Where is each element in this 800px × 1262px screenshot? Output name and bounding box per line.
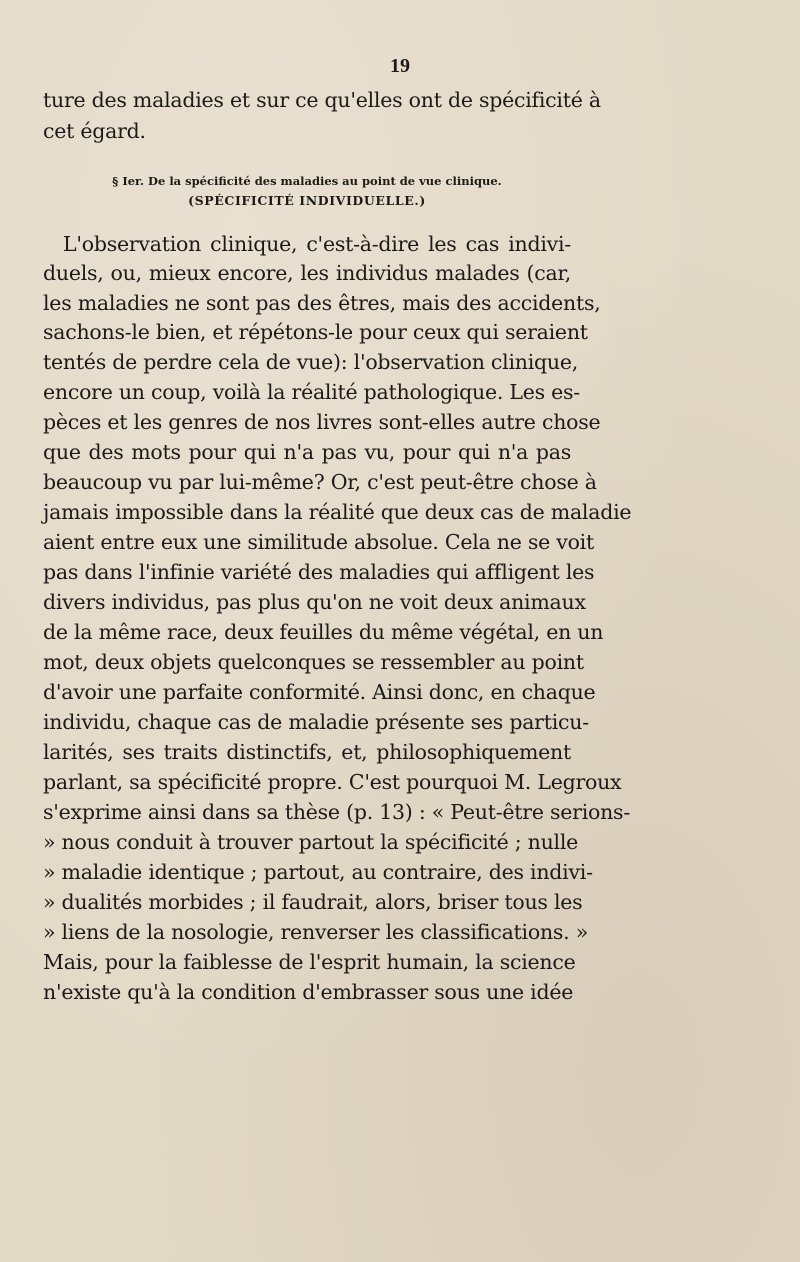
- paragraph-line: n'existe qu'à la condition d'embrasser sous une idée: [43, 980, 574, 1004]
- paragraph-line: tentés de perdre cela de vue): l'observation clinique,: [43, 350, 578, 374]
- paragraph-line: parlant, sa spécificité propre. C'est pourquoi M. Legroux: [43, 770, 622, 794]
- paragraph-line: jamais impossible dans la réalité que deux cas de maladie: [43, 500, 632, 524]
- paragraph-line: aient entre eux une similitude absolue. Cela ne se voit: [43, 530, 594, 554]
- paragraph-line: L'observation clinique, c'est-à-dire les cas indivi-: [63, 232, 571, 256]
- paragraph-line: » liens de la nosologie, renverser les classifications. »: [43, 920, 588, 944]
- paragraph-line: pèces et les genres de nos livres sont-elles autre chose: [43, 410, 601, 434]
- paragraph-line: divers individus, pas plus qu'on ne voit deux animaux: [43, 590, 586, 614]
- paragraph-line: individu, chaque cas de maladie présente ses particu-: [43, 710, 589, 734]
- paragraph-line: » dualités morbides ; il faudrait, alors, briser tous les: [43, 890, 583, 914]
- paragraph-line: larités, ses traits distinctifs, et, philosophiquement: [43, 740, 571, 764]
- paragraph-line: » maladie identique ; partout, au contraire, des indivi-: [43, 860, 593, 884]
- paragraph-line: mot, deux objets quelconques se ressembler au point: [43, 650, 584, 674]
- paragraph-line: beaucoup vu par lui-même? Or, c'est peut-être chose à: [43, 470, 597, 494]
- paragraph-line: duels, ou, mieux encore, les individus malades (car,: [43, 261, 571, 285]
- section-heading: § Ier. De la spécificité des maladies au point de vue clinique.: [112, 174, 502, 188]
- paragraph-line: s'exprime ainsi dans sa thèse (p. 13) : « Peut-être serions-: [43, 800, 630, 824]
- paragraph-line: pas dans l'infinie variété des maladies qui affligent les: [43, 560, 595, 584]
- paragraph-line: sachons-le bien, et répétons-le pour ceux qui seraient: [43, 320, 588, 344]
- page-number: 19: [390, 55, 410, 77]
- paragraph-line: les maladies ne sont pas des êtres, mais des accidents,: [43, 291, 601, 315]
- paragraph-line: de la même race, deux feuilles du même végétal, en un: [43, 620, 604, 644]
- text-line: ture des maladies et sur ce qu'elles ont de spécificité à: [43, 88, 601, 112]
- paragraph-line: que des mots pour qui n'a pas vu, pour qui n'a pas: [43, 440, 571, 464]
- section-subheading: (SPÉCIFICITÉ INDIVIDUELLE.): [188, 193, 426, 208]
- text-line: cet égard.: [43, 119, 146, 143]
- paragraph-line: encore un coup, voilà la réalité pathologique. Les es-: [43, 380, 580, 404]
- paragraph-line: Mais, pour la faiblesse de l'esprit humain, la science: [43, 950, 576, 974]
- paragraph-line: » nous conduit à trouver partout la spécificité ; nulle: [43, 830, 579, 854]
- paragraph-line: d'avoir une parfaite conformité. Ainsi donc, en chaque: [43, 680, 596, 704]
